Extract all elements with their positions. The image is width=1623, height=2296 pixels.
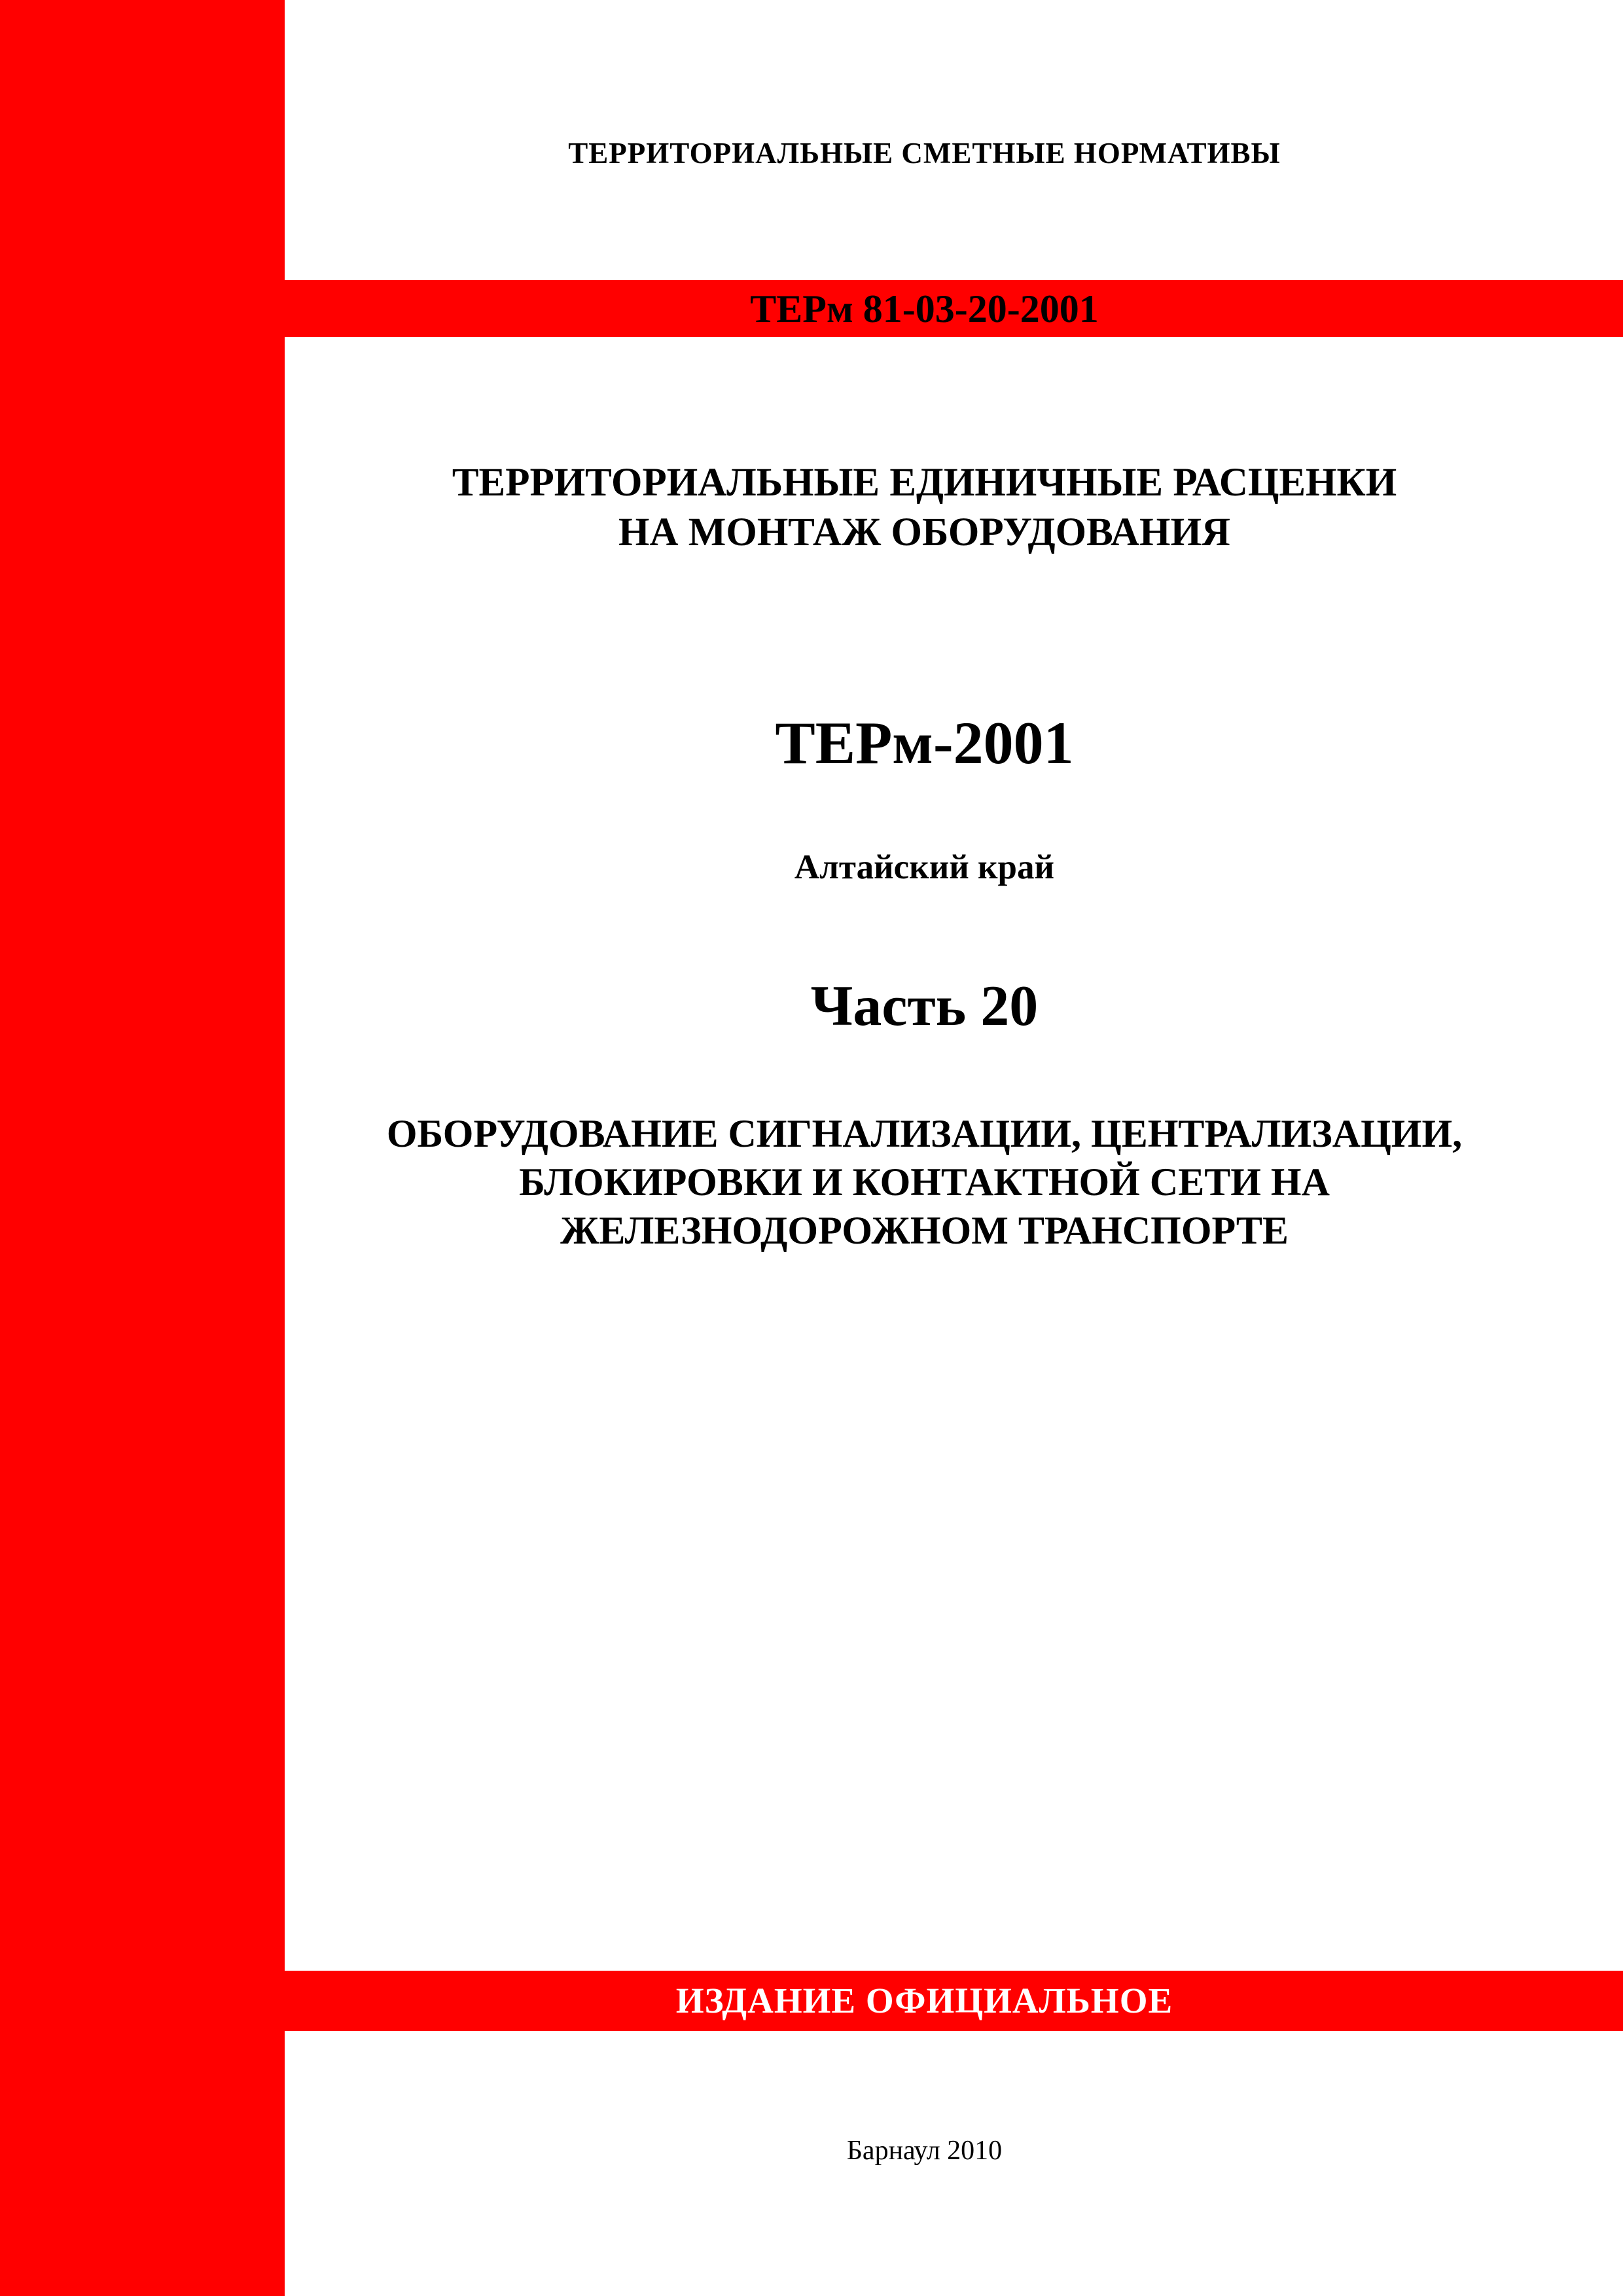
short-title: ТЕРм-2001 bbox=[775, 709, 1074, 776]
region-label: Алтайский край bbox=[794, 848, 1055, 886]
main-title-line: ТЕРРИТОРИАЛЬНЫЕ ЕДИНИЧНЫЕ РАСЦЕНКИ bbox=[452, 461, 1397, 505]
city-year: Барнаул 2010 bbox=[846, 2136, 1003, 2166]
part-title-line: ЖЕЛЕЗНОДОРОЖНОМ ТРАНСПОРТЕ bbox=[560, 1209, 1289, 1252]
red-side-bar bbox=[0, 0, 285, 2296]
part-title bbox=[285, 1109, 1564, 1255]
series-label: ТЕРРИТОРИАЛЬНЫЕ СМЕТНЫЕ НОРМАТИВЫ bbox=[568, 137, 1281, 170]
document-code: ТЕРм 81-03-20-2001 bbox=[750, 287, 1099, 331]
official-edition-label: ИЗДАНИЕ ОФИЦИАЛЬНОЕ bbox=[675, 1981, 1173, 2020]
part-title-line: ОБОРУДОВАНИЕ СИГНАЛИЗАЦИИ, ЦЕНТРАЛИЗАЦИИ, bbox=[386, 1112, 1463, 1155]
part-title-line: БЛОКИРОВКИ И КОНТАКТНОЙ СЕТИ НА bbox=[519, 1160, 1330, 1204]
part-number: Часть 20 bbox=[810, 975, 1039, 1038]
main-title-line: НА МОНТАЖ ОБОРУДОВАНИЯ bbox=[618, 511, 1230, 554]
main-title bbox=[285, 458, 1564, 558]
